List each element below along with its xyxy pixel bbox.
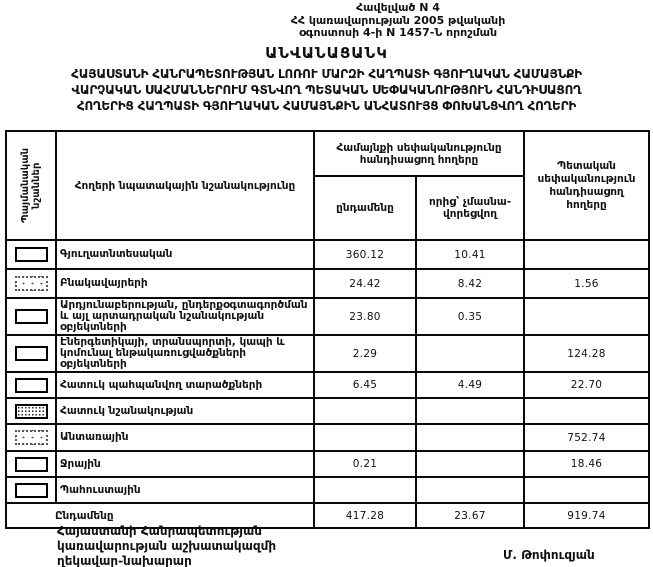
nonprivatized-value bbox=[416, 477, 524, 503]
table-row bbox=[6, 240, 649, 269]
land-symbol-icon bbox=[15, 457, 48, 472]
total-row-label: Ընդամենը bbox=[6, 503, 314, 528]
land-category-label: Գյուղատնտեսական bbox=[56, 240, 314, 269]
state-lands-value: 18.46 bbox=[524, 451, 649, 477]
nonprivatized-value bbox=[416, 424, 524, 451]
state-lands-value: 124.28 bbox=[524, 335, 649, 372]
signatory-title-line-1: Հայաստանի Հանրապետության bbox=[57, 524, 262, 538]
community-total-value: 6.45 bbox=[314, 372, 416, 398]
appendix-number: Հավելված N 4 bbox=[356, 1, 440, 14]
land-symbol-icon bbox=[15, 378, 48, 393]
state-lands-value bbox=[524, 398, 649, 424]
land-category-label: Հատուկ նշանակության bbox=[56, 398, 314, 424]
state-lands-value: 752.74 bbox=[524, 424, 649, 451]
table-row bbox=[6, 269, 649, 298]
land-category-label: Ջրային bbox=[56, 451, 314, 477]
appendix-decree-number: օգոստոսի 4-ի N 1457-Ն որոշման bbox=[298, 26, 498, 39]
table-row bbox=[6, 398, 649, 424]
title-line-1: ՀԱՅԱՍՏԱՆԻ ՀԱՆՐԱՊԵՏՈՒԹՅԱՆ ԼՈՌՈՒ ՄԱՐԶԻ ՀԱՂՊԱՏԻ ԳՅՈՒՂԱԿԱՆ ՀԱՄԱՅՆՔԻ bbox=[71, 67, 582, 81]
document-title: ԱՆՎԱՆԱՑԱՆԿ bbox=[265, 44, 388, 62]
land-symbol-icon bbox=[15, 346, 48, 361]
land-category-label: Անտառային bbox=[56, 424, 314, 451]
table-row bbox=[6, 298, 649, 335]
table-row bbox=[6, 335, 649, 372]
community-total-value: 23.80 bbox=[314, 298, 416, 335]
land-symbol-icon bbox=[15, 430, 48, 445]
nonprivatized-value: 8.42 bbox=[416, 269, 524, 298]
state-lands-value bbox=[524, 298, 649, 335]
signatory-name: Մ. Թոփուզյան bbox=[503, 548, 595, 562]
nonprivatized-value: 10.41 bbox=[416, 240, 524, 269]
land-category-label: Արդյունաբերության, ընդերքօգտագործման և այլ արտադրական նշանակության օբյեկտների bbox=[56, 298, 314, 335]
total-nonprivatized-value: 23.67 bbox=[416, 503, 524, 528]
nonprivatized-value bbox=[416, 451, 524, 477]
community-total-value bbox=[314, 477, 416, 503]
land-category-label: Պահուստային bbox=[56, 477, 314, 503]
land-transfer-table bbox=[5, 130, 650, 529]
title-line-3: ՀՈՂԵՐԻՑ ՀԱՂՊԱՏԻ ԳՅՈՒՂԱԿԱՆ ՀԱՄԱՅՆՔԻՆ ԱՆՀԱՏՈՒՅՑ ՓՈԽԱՆՑՎՈՂ ՀՈՂԵՐԻ bbox=[76, 99, 577, 113]
land-category-label: Բնակավայրերի bbox=[56, 269, 314, 298]
land-symbol-icon bbox=[15, 404, 48, 419]
community-total-value: 24.42 bbox=[314, 269, 416, 298]
state-lands-value bbox=[524, 240, 649, 269]
signatory-title-line-3: ղեկավար-նախարար bbox=[57, 554, 192, 567]
appendix-decree-year: ՀՀ կառավարության 2005 թվականի bbox=[290, 13, 506, 27]
purpose-column-header: Հողերի նպատակային նշանակությունը bbox=[56, 131, 314, 240]
appendix-reference bbox=[268, 2, 528, 40]
table-row bbox=[6, 372, 649, 398]
land-symbol-icon bbox=[15, 276, 48, 291]
table-row bbox=[6, 424, 649, 451]
nonprivatized-subcolumn-header: որից՝ չմասնա-վորեցվող bbox=[416, 176, 524, 240]
nonprivatized-value bbox=[416, 335, 524, 372]
community-total-value bbox=[314, 398, 416, 424]
land-category-label: Հատուկ պահպանվող տարածքների bbox=[56, 372, 314, 398]
title-line-2: ՎԱՐՉԱԿԱՆ ՍԱՀՄԱՆՆԵՐՈՒՄ ԳՏՆՎՈՂ ՊԵՏԱԿԱՆ ՍԵՓԱԿԱՆՈՒԹՅՈՒՆ ՀԱՆԴԻՍԱՑՈՂ bbox=[71, 83, 582, 97]
community-total-value: 360.12 bbox=[314, 240, 416, 269]
signatory-title-block bbox=[57, 524, 357, 567]
symbols-column-header bbox=[6, 131, 56, 240]
total-subcolumn-header: ընդամենը bbox=[314, 176, 416, 240]
land-category-label: Էներգետիկայի, տրանսպորտի, կապի և կոմունալ ենթակառուցվածքների օբյեկտների bbox=[56, 335, 314, 372]
table-row bbox=[6, 477, 649, 503]
community-total-value: 0.21 bbox=[314, 451, 416, 477]
land-symbol-icon bbox=[15, 247, 48, 262]
table-row bbox=[6, 451, 649, 477]
signatory-title-line-2: կառավարության աշխատակազմի bbox=[57, 539, 277, 553]
total-community-value: 417.28 bbox=[314, 503, 416, 528]
state-lands-value bbox=[524, 477, 649, 503]
state-lands-value: 22.70 bbox=[524, 372, 649, 398]
state-lands-column-header: Պետական սեփականություն հանդիսացող հողերը bbox=[524, 131, 649, 240]
community-lands-group-header: Համայնքի սեփականությունը հանդիսացող հողերը bbox=[314, 131, 524, 176]
total-state-value: 919.74 bbox=[524, 503, 649, 528]
land-symbol-icon bbox=[15, 483, 48, 498]
state-lands-value: 1.56 bbox=[524, 269, 649, 298]
document-title-block bbox=[0, 44, 653, 114]
nonprivatized-value: 4.49 bbox=[416, 372, 524, 398]
nonprivatized-value bbox=[416, 398, 524, 424]
land-symbol-icon bbox=[15, 309, 48, 324]
nonprivatized-value: 0.35 bbox=[416, 298, 524, 335]
symbols-column-header-label: Պայմանական նշաններ bbox=[20, 148, 42, 223]
community-total-value bbox=[314, 424, 416, 451]
community-total-value: 2.29 bbox=[314, 335, 416, 372]
